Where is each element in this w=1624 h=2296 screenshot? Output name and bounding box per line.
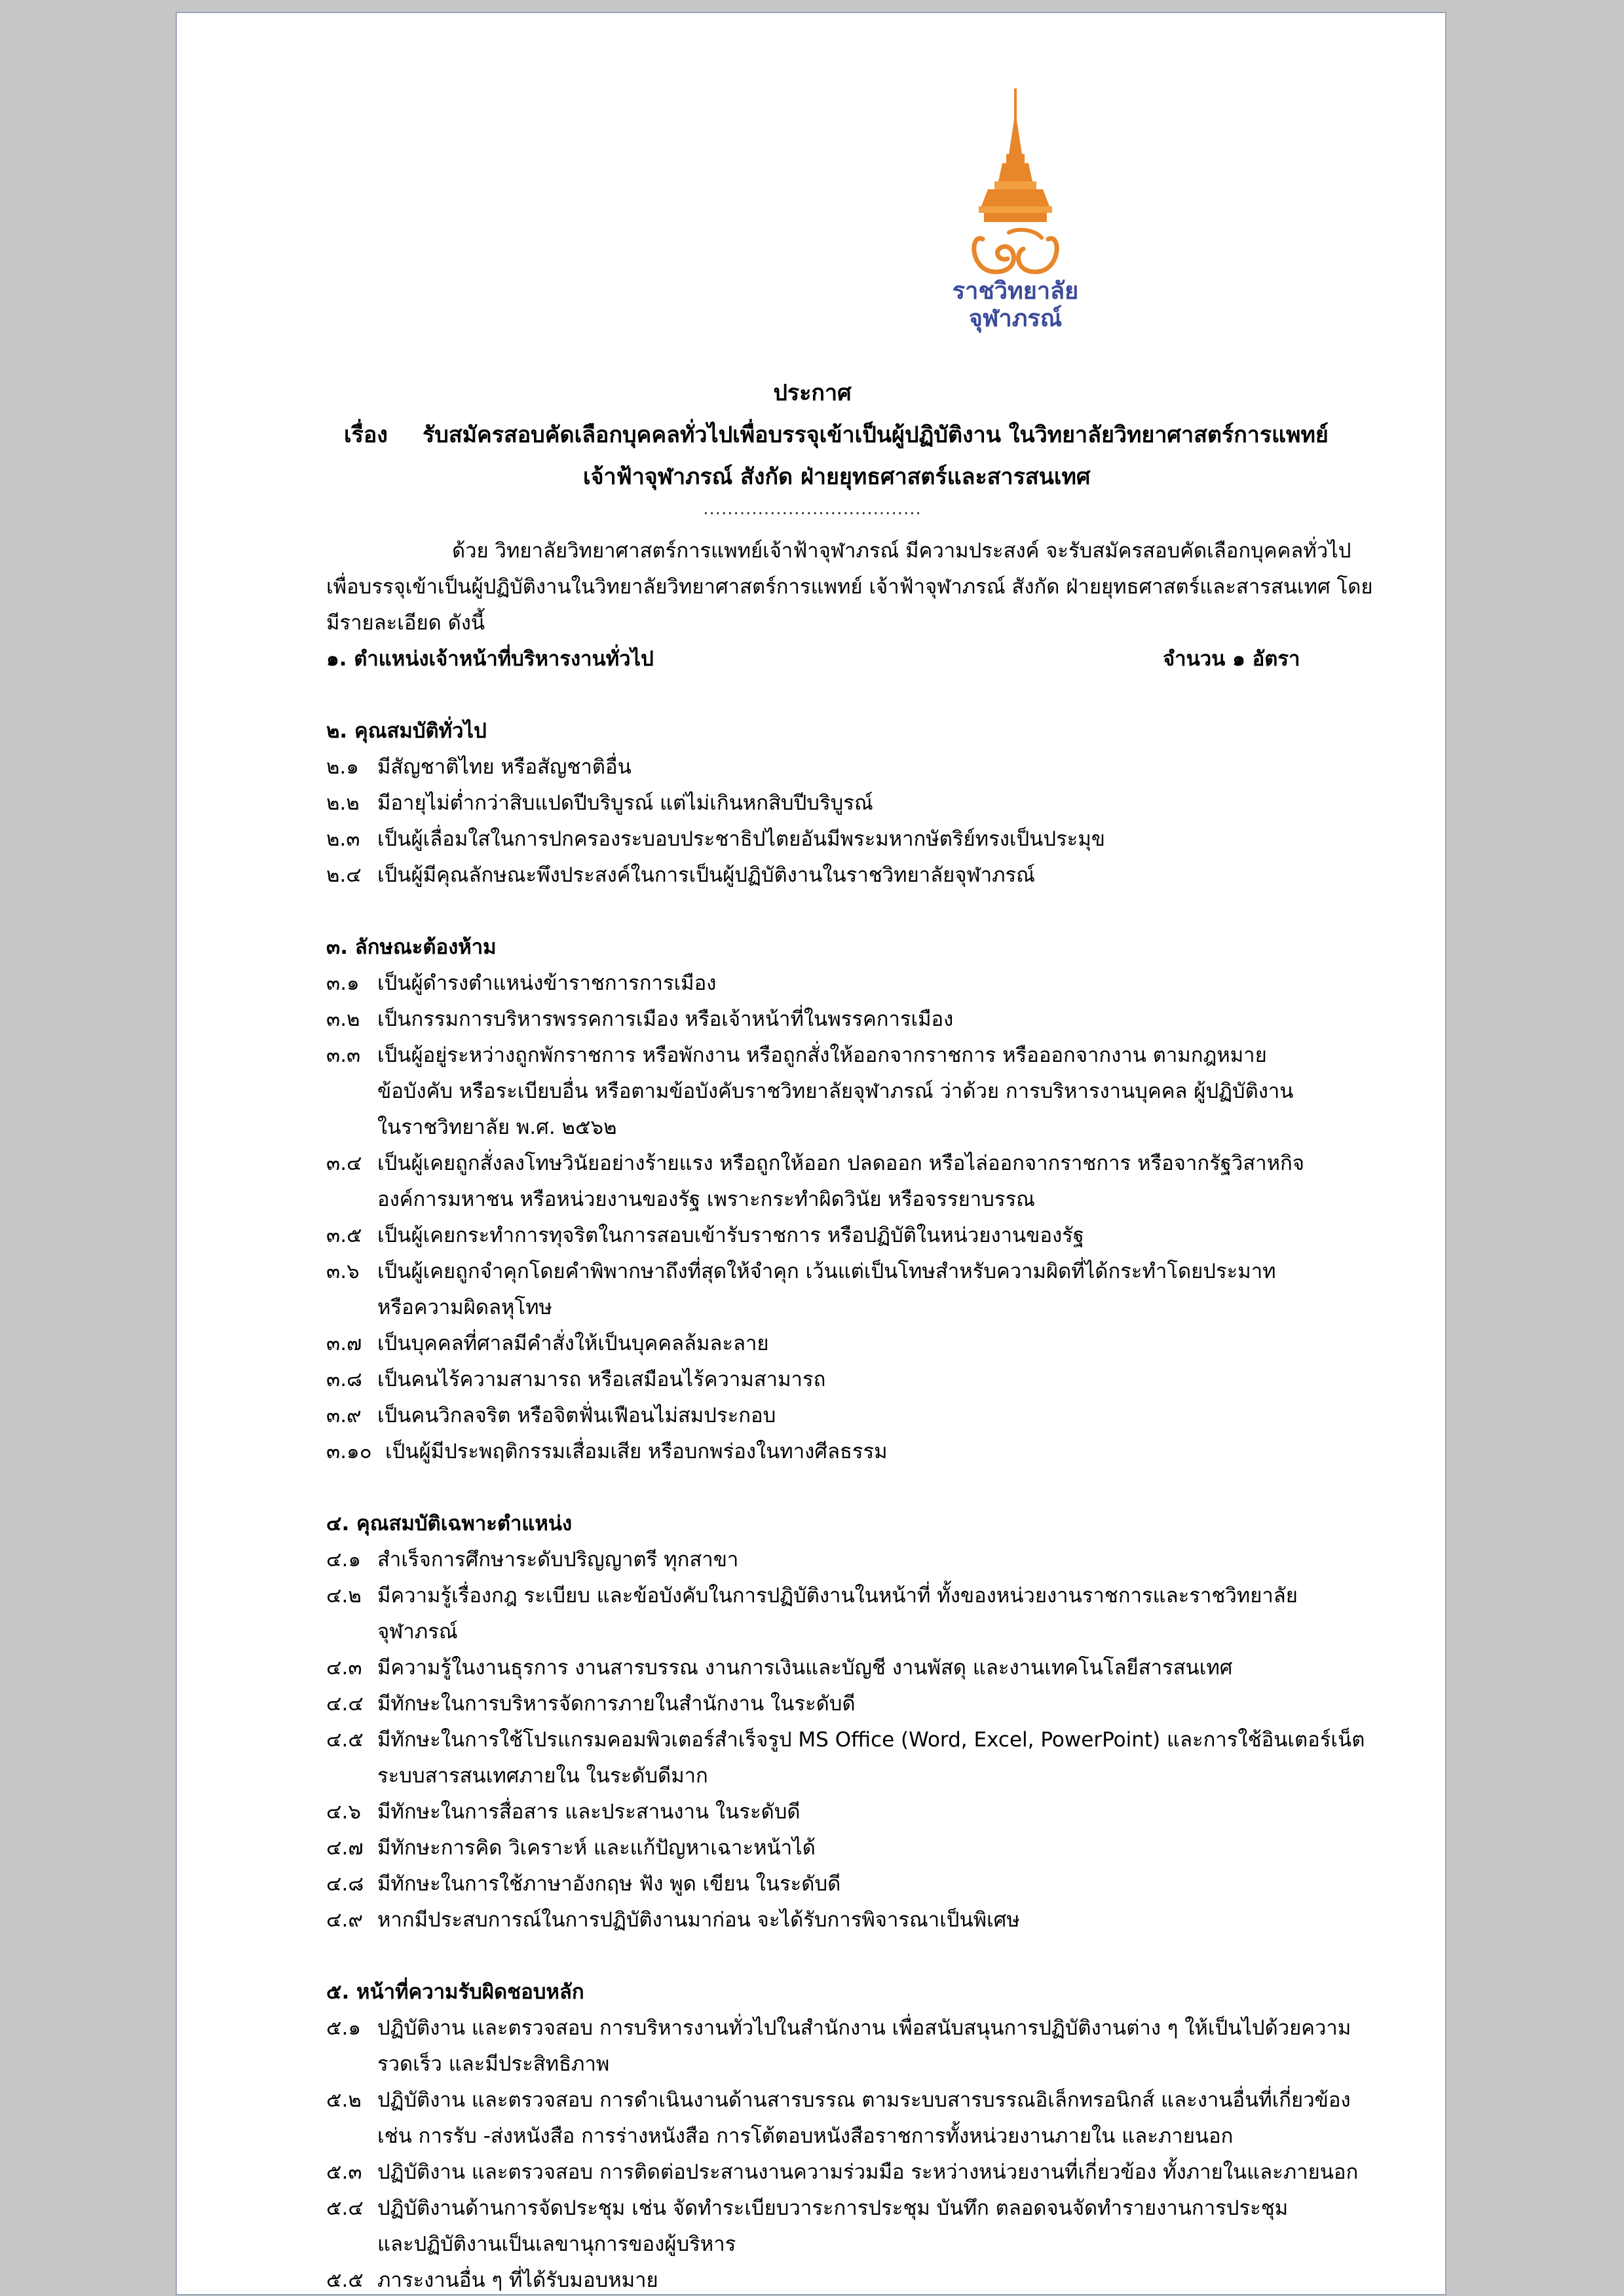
item-text: หรือความผิดลหุโทษ (377, 1296, 552, 1319)
item-text: เป็นคนวิกลจริต หรือจิตฟั่นเฟือนไม่สมประกอบ (377, 1404, 776, 1427)
item-number: ๔.๓ (326, 1656, 362, 1680)
document-page (176, 12, 1446, 2295)
item-text: เป็นผู้อยู่ระหว่างถูกพักราชการ หรือพักงาน หรือถูกสั่งให้ออกจากราชการ หรือออกจากงาน ตามกฎหมาย (377, 1044, 1267, 1067)
item-number: ๓.๕ (326, 1224, 362, 1247)
item-number: ๓.๑ (326, 971, 360, 995)
item-text: เป็นผู้เลื่อมใสในการปกครองระบอบประชาธิปไตยอันมีพระมหากษัตริย์ทรงเป็นประมุข (377, 827, 1105, 851)
item-text: ในราชวิทยาลัย พ.ศ. ๒๕๖๒ (377, 1116, 617, 1139)
item-number: ๔.๗ (326, 1836, 364, 1860)
item-number: ๓.๓ (326, 1044, 361, 1067)
item-number: ๓.๗ (326, 1332, 362, 1355)
item-number: ๓.๖ (326, 1260, 360, 1283)
item-text: รวดเร็ว และมีประสิทธิภาพ (377, 2052, 610, 2076)
item-text: เป็นผู้มีคุณลักษณะพึงประสงค์ในการเป็นผู้ปฏิบัติงานในราชวิทยาลัยจุฬาภรณ์ (377, 863, 1035, 887)
item-number: ๓.๔ (326, 1152, 362, 1175)
item-text: มีความรู้ในงานธุรการ งานสารบรรณ งานการเงินและบัญชี งานพัสดุ และงานเทคโนโลยีสารสนเทศ (377, 1656, 1233, 1680)
item-text: เป็นกรรมการบริหารพรรคการเมือง หรือเจ้าหน้าที่ในพรรคการเมือง (377, 1007, 954, 1031)
item-number: ๕.๒ (326, 2088, 362, 2112)
item-text: เป็นคนไร้ความสามารถ หรือเสมือนไร้ความสามารถ (377, 1368, 826, 1391)
item-text: เป็นผู้ดำรงตำแหน่งข้าราชการการเมือง (377, 971, 717, 995)
item-number: ๔.๒ (326, 1584, 362, 1608)
item-number: ๒.๑ (326, 755, 359, 779)
item-text: ปฏิบัติงาน และตรวจสอบ การติดต่อประสานงานความร่วมมือ ระหว่างหน่วยงานที่เกี่ยวข้อง ทั้งภายในและภายนอก (377, 2160, 1359, 2184)
item-text: สำเร็จการศึกษาระดับปริญญาตรี ทุกสาขา (377, 1548, 739, 1571)
item-number: ๓.๘ (326, 1368, 362, 1391)
item-number: ๔.๘ (326, 1872, 364, 1896)
item-text: หากมีประสบการณ์ในการปฏิบัติงานมาก่อน จะได้รับการพิจารณาเป็นพิเศษ (377, 1908, 1020, 1932)
item-number: ๕.๕ (326, 2268, 364, 2292)
subject-label: เรื่อง (344, 422, 388, 448)
item-number: ๓.๑๐ (326, 1440, 372, 1463)
item-text: มีอายุไม่ต่ำกว่าสิบแปดปีบริบูรณ์ แต่ไม่เกินหกสิบปีบริบูรณ์ (377, 791, 873, 815)
item-text: จุฬาภรณ์ (377, 1620, 458, 1644)
item-text: เป็นบุคคลที่ศาลมีคำสั่งให้เป็นบุคคลล้มละลาย (377, 1332, 769, 1355)
section-heading: ๓. ลักษณะต้องห้าม (326, 935, 497, 959)
item-number: ๒.๔ (326, 863, 362, 887)
item-number: ๔.๙ (326, 1908, 364, 1932)
section-heading: ๕. หน้าที่ความรับผิดชอบหลัก (326, 1980, 584, 2004)
item-text: เป็นผู้เคยกระทำการทุจริตในการสอบเข้ารับราชการ หรือปฏิบัติในหน่วยงานของรัฐ (377, 1224, 1084, 1247)
item-number: ๕.๔ (326, 2196, 364, 2220)
item-text: ปฏิบัติงานด้านการจัดประชุม เช่น จัดทำระเบียบวาระการประชุม บันทึก ตลอดจนจัดทำรายงานการประชุม (377, 2196, 1289, 2220)
position-title: ๑. ตำแหน่งเจ้าหน้าที่บริหารงานทั่วไป (326, 647, 654, 671)
intro-line-3: มีรายละเอียด ดังนี้ (326, 611, 485, 635)
item-number: ๔.๕ (326, 1728, 364, 1752)
item-text: มีทักษะในการใช้โปรแกรมคอมพิวเตอร์สำเร็จรูป MS Office (Word, Excel, PowerPoint) และการใช้อินเตอร์เน็ต (377, 1728, 1365, 1752)
logo-line-1: ราชวิทยาลัย (952, 278, 1079, 305)
item-text: เป็นผู้มีประพฤติกรรมเสื่อมเสีย หรือบกพร่องในทางศีลธรรม (385, 1440, 888, 1463)
item-text: และปฏิบัติงานเป็นเลขานุการของผู้บริหาร (377, 2232, 736, 2256)
item-number: ๔.๑ (326, 1548, 361, 1571)
subject-line-2: เจ้าฟ้าจุฬาภรณ์ สังกัด ฝ่ายยุทธศาสตร์และสารสนเทศ (583, 464, 1091, 490)
intro-line-1: ด้วย วิทยาลัยวิทยาศาสตร์การแพทย์เจ้าฟ้าจุฬาภรณ์ มีความประสงค์ จะรับสมัครสอบคัดเลือกบุคคลทั่วไป (452, 539, 1351, 563)
item-text: มีความรู้เรื่องกฎ ระเบียบ และข้อบังคับในการปฏิบัติงานในหน้าที่ ทั้งของหน่วยงานราชการและราชวิทยาลัย (377, 1584, 1298, 1608)
item-text: ภาระงานอื่น ๆ ที่ได้รับมอบหมาย (377, 2268, 658, 2292)
logo-line-2: จุฬาภรณ์ (968, 305, 1063, 332)
item-number: ๒.๓ (326, 827, 360, 851)
college-logo (911, 75, 1120, 337)
intro-line-2: เพื่อบรรจุเข้าเป็นผู้ปฏิบัติงานในวิทยาลัยวิทยาศาสตร์การแพทย์ เจ้าฟ้าจุฬาภรณ์ สังกัด ฝ่ายยุทธศาสตร์และสารสนเทศ โดย (326, 575, 1373, 599)
item-text: มีสัญชาติไทย หรือสัญชาติอื่น (377, 755, 632, 779)
item-number: ๔.๖ (326, 1800, 361, 1824)
item-number: ๓.๒ (326, 1007, 360, 1031)
item-text: องค์การมหาชน หรือหน่วยงานของรัฐ เพราะกระทำผิดวินัย หรือจรรยาบรรณ (377, 1188, 1035, 1211)
section-heading: ๒. คุณสมบัติทั่วไป (326, 719, 487, 743)
section-heading: ๔. คุณสมบัติเฉพาะตำแหน่ง (326, 1512, 573, 1535)
item-text: มีทักษะในการบริหารจัดการภายในสำนักงาน ในระดับดี (377, 1692, 856, 1716)
item-text: มีทักษะในการสื่อสาร และประสานงาน ในระดับดี (377, 1800, 801, 1824)
separator: .................................... (703, 499, 922, 519)
announcement-title: ประกาศ (773, 380, 852, 406)
position-count: จำนวน ๑ อัตรา (1163, 647, 1300, 671)
item-number: ๔.๔ (326, 1692, 364, 1716)
item-number: ๕.๑ (326, 2016, 361, 2040)
item-text: เป็นผู้เคยถูกสั่งลงโทษวินัยอย่างร้ายแรง หรือถูกให้ออก ปลดออก หรือไล่ออกจากราชการ หรือจากรัฐวิสาหกิจ (377, 1152, 1304, 1175)
item-text: ปฏิบัติงาน และตรวจสอบ การบริหารงานทั่วไปในสำนักงาน เพื่อสนับสนุนการปฏิบัติงานต่าง ๆ ให้เป็นไปด้วยความ (377, 2016, 1351, 2040)
item-number: ๒.๒ (326, 791, 360, 815)
item-number: ๕.๓ (326, 2160, 362, 2184)
subject-line-1: รับสมัครสอบคัดเลือกบุคคลทั่วไปเพื่อบรรจุเข้าเป็นผู้ปฏิบัติงาน ในวิทยาลัยวิทยาศาสตร์การแพทย์ (423, 422, 1329, 448)
spire-emblem-icon (911, 75, 1120, 292)
item-text: มีทักษะในการใช้ภาษาอังกฤษ ฟัง พูด เขียน ในระดับดี (377, 1872, 841, 1896)
item-text: เช่น การรับ -ส่งหนังสือ การร่างหนังสือ การโต้ตอบหนังสือราชการทั้งหน่วยงานภายใน และภายนอก (377, 2124, 1234, 2148)
item-text: ระบบสารสนเทศภายใน ในระดับดีมาก (377, 1764, 708, 1788)
item-text: เป็นผู้เคยถูกจำคุกโดยคำพิพากษาถึงที่สุดให้จำคุก เว้นแต่เป็นโทษสำหรับความผิดที่ได้กระทำโดยประมาท (377, 1260, 1276, 1283)
item-text: ปฏิบัติงาน และตรวจสอบ การดำเนินงานด้านสารบรรณ ตามระบบสารบรรณอิเล็กทรอนิกส์ และงานอื่นที่เกี่ยวข้อง (377, 2088, 1351, 2112)
item-text: ข้อบังคับ หรือระเบียบอื่น หรือตามข้อบังคับราชวิทยาลัยจุฬาภรณ์ ว่าด้วย การบริหารงานบุคคล ผู้ปฏิบัติงาน (377, 1080, 1294, 1103)
item-number: ๓.๙ (326, 1404, 362, 1427)
item-text: มีทักษะการคิด วิเคราะห์ และแก้ปัญหาเฉาะหน้าได้ (377, 1836, 816, 1860)
